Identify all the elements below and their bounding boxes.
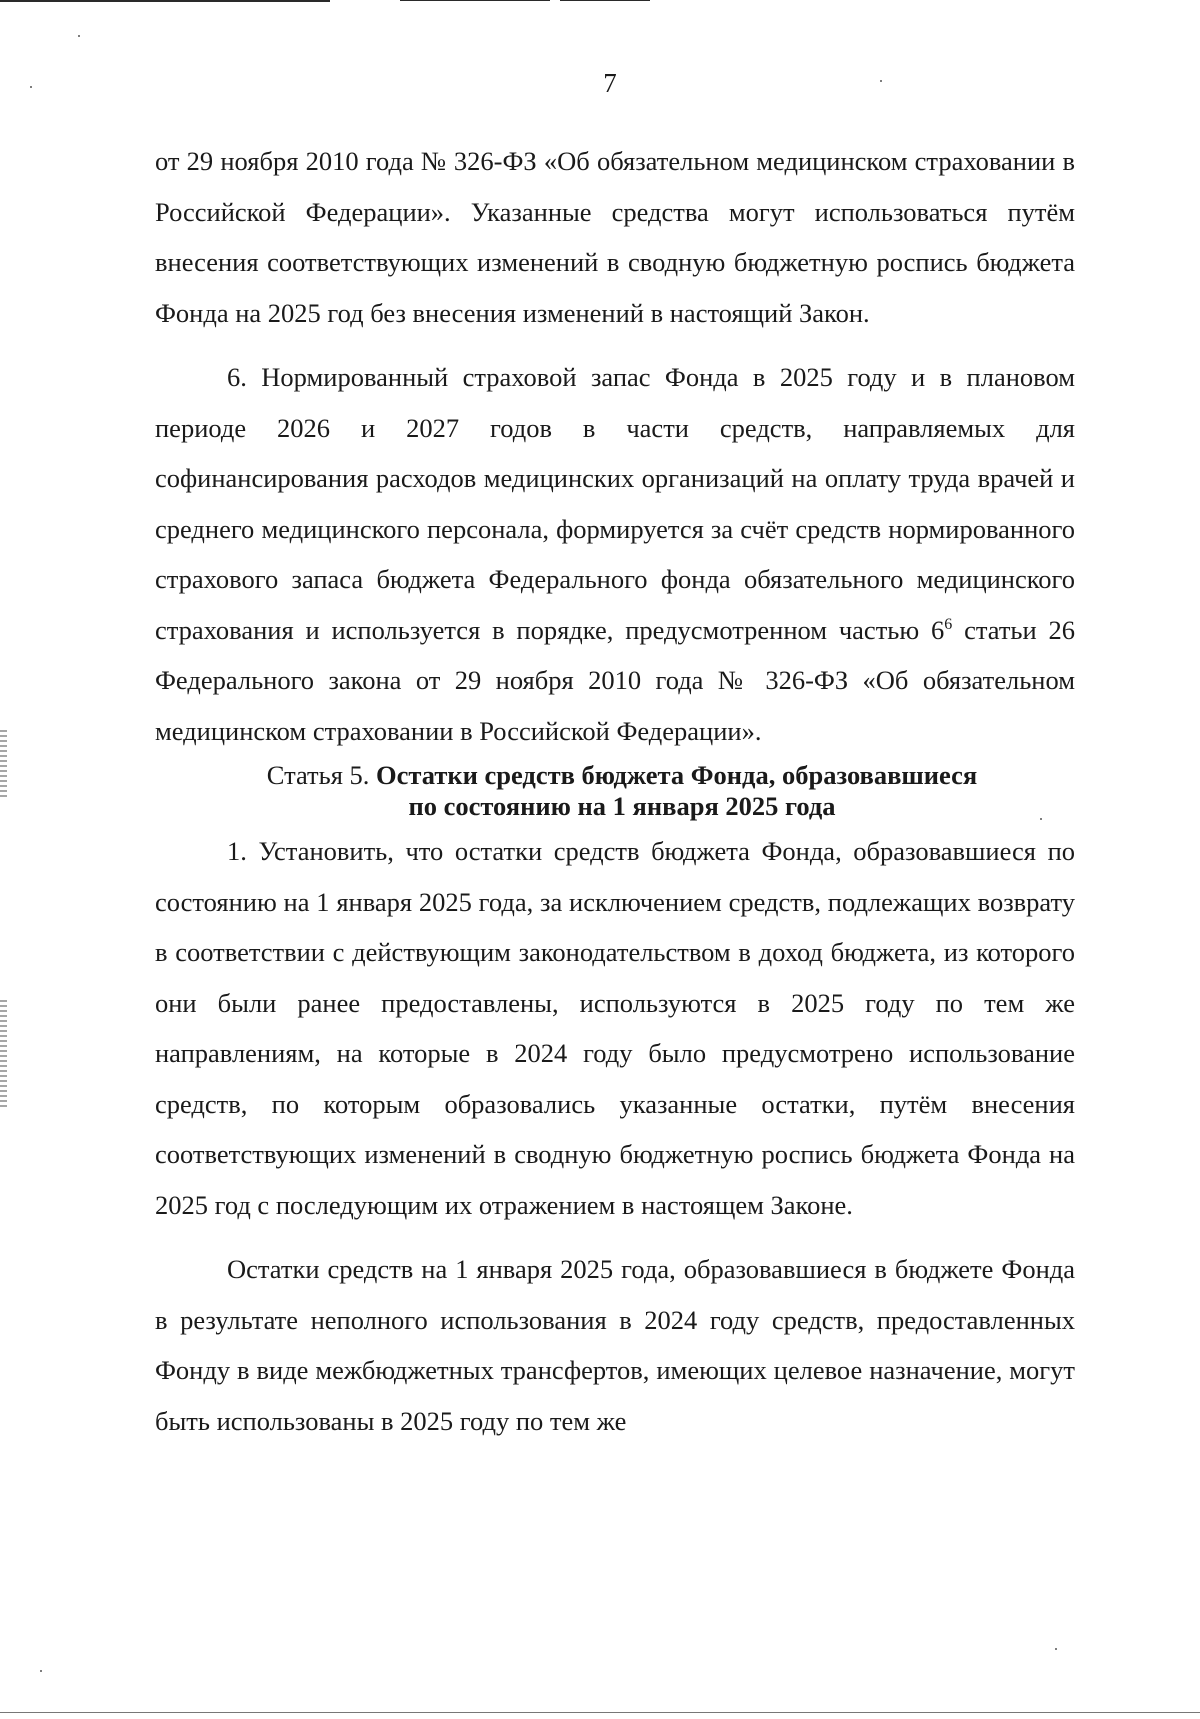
binding-mark: [0, 1000, 7, 1110]
document-body: [155, 136, 1075, 1446]
paragraph-article4-part5-continuation: от 29 ноября 2010 года № 326-ФЗ «Об обязательном медицинском страховании в Российской Федерации». Указанные средства могут использоваться путём внесения соответствующих изменений в сводную бюджетную роспись бюджета Фонда на 2025 год без внесения изменений в настоящий Закон.: [155, 146, 1075, 328]
paragraph-article5-part1: 1. Установить, что остатки средств бюджета Фонда, образовавшиеся по состоянию на 1 января 2025 года, за исключением средств, подлежащих возврату в соответствии с действующим законодательством в доход бюджета, из которого они были ранее предоставлены, используются в 2025 году по тем же направлениям, на которые в 2024 году было предусмотрено использование средств, по которым образовались указанные остатки, путём внесения соответствующих изменений в сводную бюджетную роспись бюджета Фонда на 2025 год с последующим их отражением в настоящем Законе.: [155, 836, 1075, 1220]
article-heading-line-1: [169, 760, 1075, 791]
paragraph-spacer: [155, 1230, 1075, 1244]
scan-speck: [1055, 1648, 1057, 1650]
article-label: Статья 5.: [266, 760, 370, 790]
paragraph-spacer: [155, 338, 1075, 352]
article-title: Остатки средств бюджета Фонда, образовавшиеся: [376, 760, 978, 790]
scan-edge-bottom: [0, 1712, 1200, 1713]
superscript-part-number: 6: [944, 615, 953, 633]
article-heading-line-2: по состоянию на 1 января 2025 года: [408, 791, 836, 821]
scan-edge-top: [560, 0, 650, 1]
paragraph-article5-part1-continuation: Остатки средств на 1 января 2025 года, образовавшиеся в бюджете Фонда в результате неполного использования в 2024 году средств, предоставленных Фонду в виде межбюджетных трансфертов, имеющих целевое назначение, могут быть использованы в 2025 году по тем же: [155, 1254, 1075, 1436]
scan-speck: [40, 1670, 42, 1672]
scan-edge-top: [0, 0, 330, 2]
paragraph-article4-part6: [155, 352, 1075, 756]
binding-mark: [0, 730, 7, 800]
page-number: 7: [603, 68, 617, 98]
scan-edge-top: [400, 0, 550, 1]
article-5-heading: [155, 760, 1075, 822]
scan-speck: [78, 35, 80, 37]
paragraph-text: статьи 26 Федерального закона от 29 ноября 2010 года № 326-ФЗ «Об обязательном медицинском страховании в Российской Федерации».: [155, 614, 1076, 746]
paragraph-text: 6. Нормированный страховой запас Фонда в 2025 году и в плановом периоде 2026 и 2027 годов в части средств, направляемых для софинансирования расходов медицинских организаций на оплату труда врачей и среднего медицинского персонала, формируется за счёт средств нормированного страхового запаса бюджета Федерального фонда обязательного медицинского страхования и используется в порядке, предусмотренном частью 6: [155, 362, 1075, 645]
